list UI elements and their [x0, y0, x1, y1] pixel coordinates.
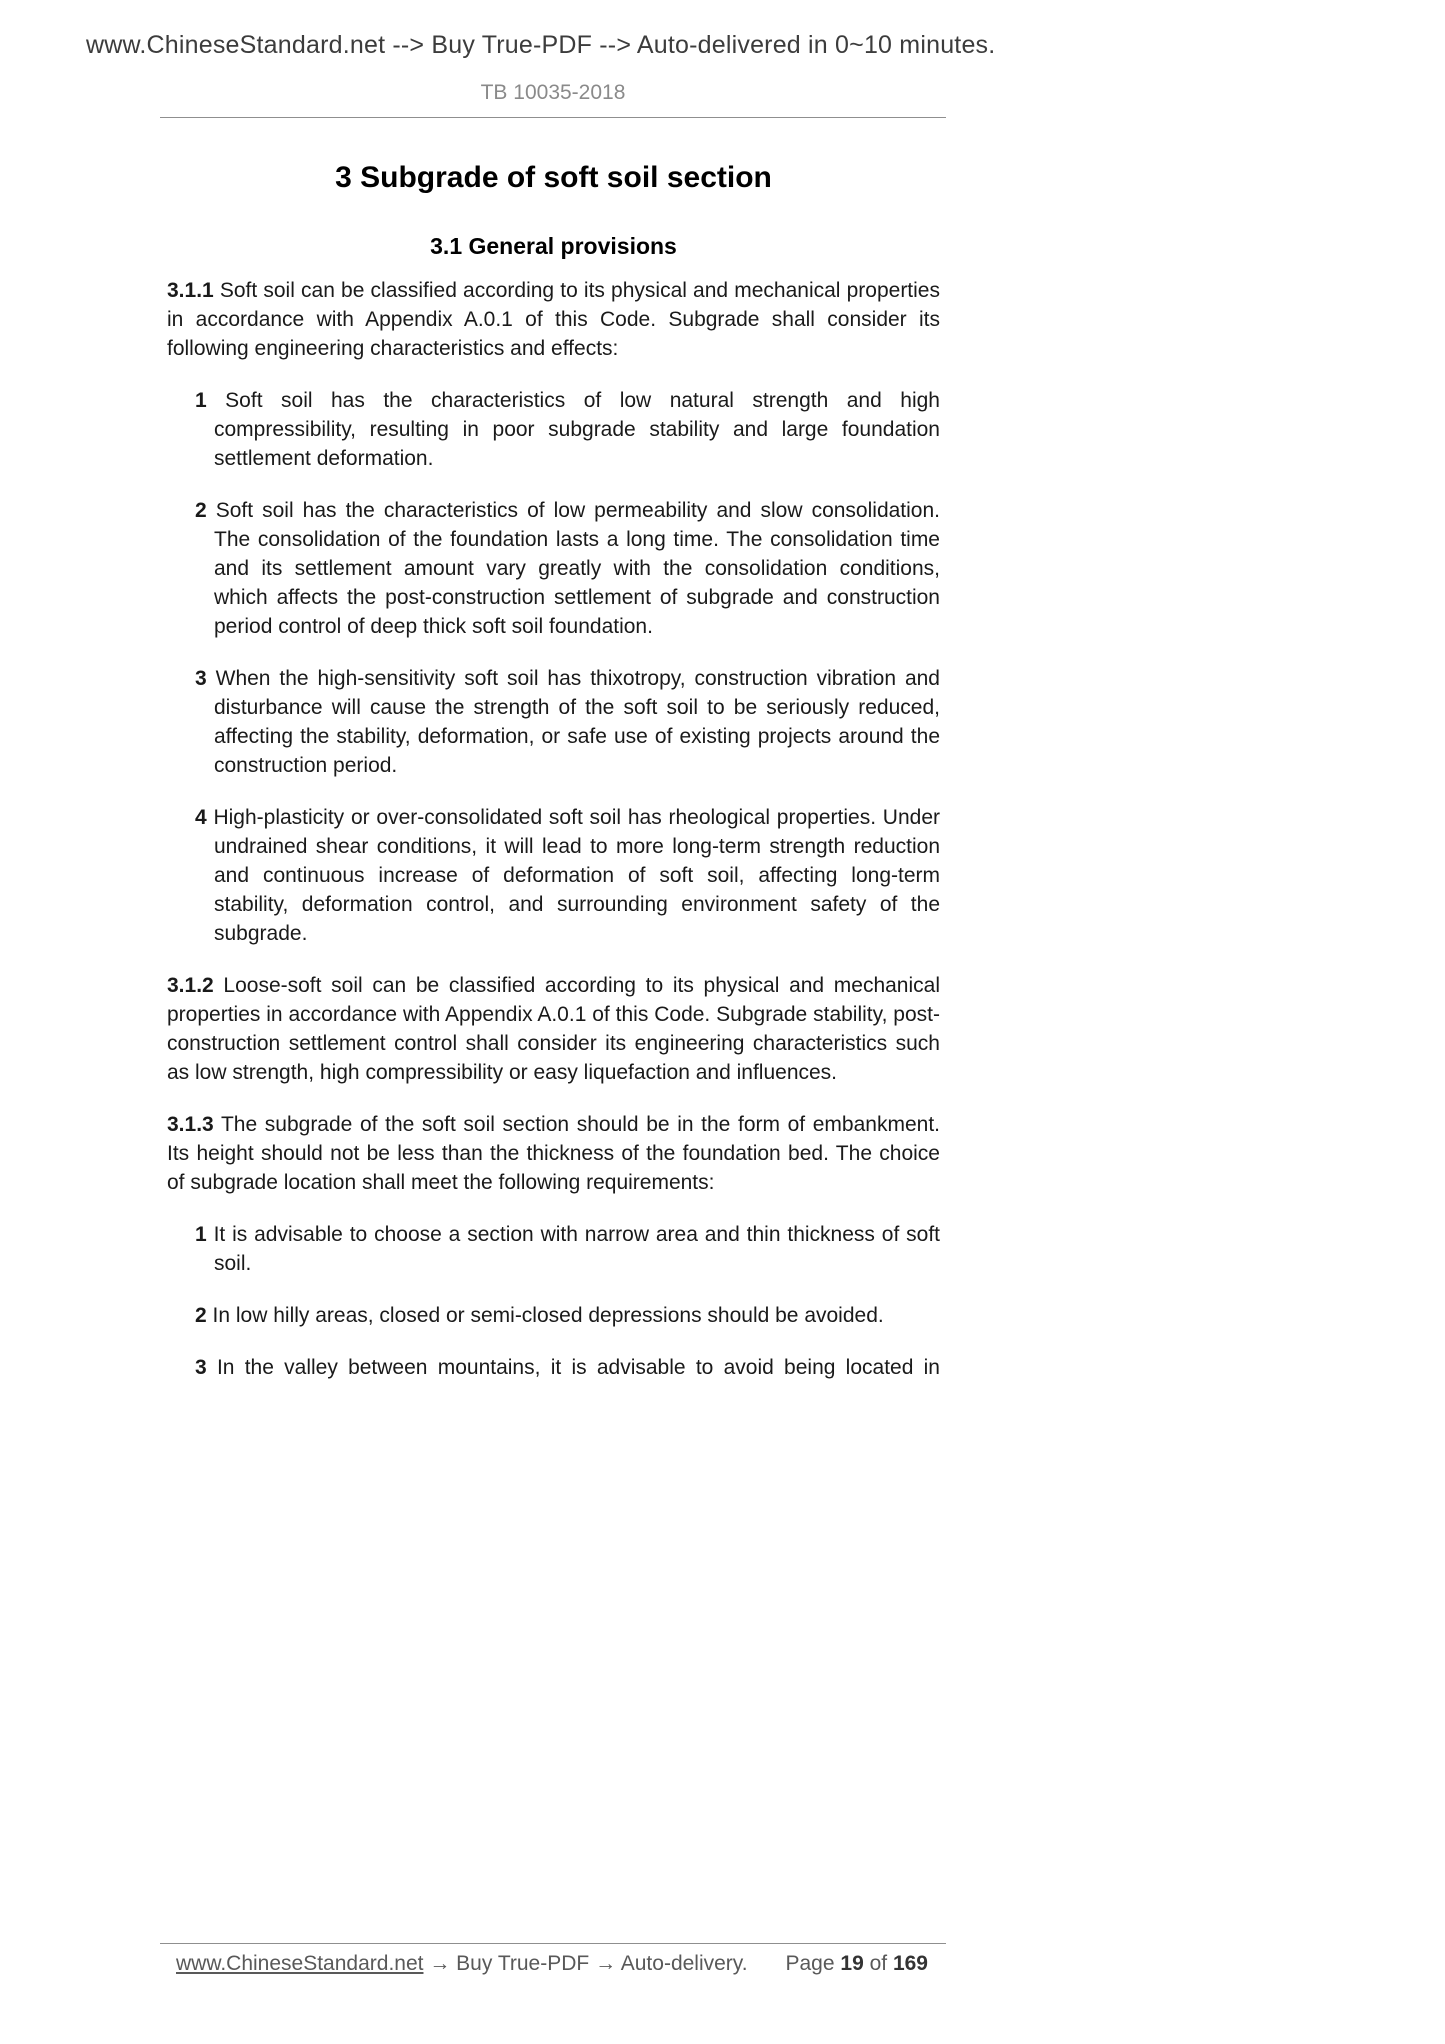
item-number: 2 — [195, 499, 207, 522]
footer-left — [176, 1952, 748, 1976]
clause-number: 3.1.3 — [167, 1113, 214, 1136]
footer-delivery-text: Auto-delivery. — [620, 1952, 748, 1975]
clause-3-1-1 — [167, 276, 940, 363]
item-number: 4 — [195, 806, 207, 829]
item-text: High-plasticity or over-consolidated soft soil has rheological properties. Under undrained shear conditions, it will lead to more long-term strength reduction and continuous increase of deformation of soft soil, affecting long-term stability, deformation control, and surrounding environment safety of the subgrade. — [213, 806, 940, 945]
footer-divider — [160, 1943, 946, 1944]
item-text: Soft soil has the characteristics of low permeability and slow consolidation. The consolidation of the foundation lasts a long time. The consolidation time and its settlement amount vary greatly with the consolidation conditions, which affects the post-construction settlement of subgrade and construction period control of deep thick soft soil foundation. — [214, 499, 940, 638]
list-item-1 — [167, 386, 940, 473]
item-number: 3 — [195, 667, 207, 690]
page-footer — [176, 1952, 928, 1976]
footer-arrow-1: → — [429, 1952, 451, 1975]
footer-buy-text: Buy True-PDF — [456, 1952, 590, 1975]
clause-text: Loose-soft soil can be classified according to its physical and mechanical properties in accordance with Appendix A.0.1 of this Code. Subgrade stability, post-construction settlement control shall consider its engineering characteristics such as low strength, high compressibility or easy liquefaction and influences. — [167, 974, 940, 1084]
item-text: Soft soil has the characteristics of low natural strength and high compressibility, resulting in poor subgrade stability and large foundation settlement deformation. — [214, 389, 940, 470]
clause-3-1-3 — [167, 1110, 940, 1197]
list-item-3b — [167, 1353, 940, 1382]
header-divider — [160, 117, 946, 118]
item-text: In low hilly areas, closed or semi-closed depressions should be avoided. — [212, 1304, 884, 1327]
list-item-2 — [167, 496, 940, 641]
clause-number: 3.1.1 — [167, 279, 214, 302]
item-text: When the high-sensitivity soft soil has thixotropy, construction vibration and disturbance will cause the strength of the soft soil to be seriously reduced, affecting the stability, deformation, or safe use of existing projects around the construction period. — [214, 667, 940, 777]
footer-page-word: Page — [785, 1952, 835, 1975]
page-content — [167, 160, 940, 1405]
footer-arrow-2: → — [595, 1952, 617, 1975]
list-item-2b — [167, 1301, 940, 1330]
item-number: 3 — [195, 1356, 207, 1379]
clause-text: Soft soil can be classified according to its physical and mechanical properties in accordance with Appendix A.0.1 of this Code. Subgrade shall consider its following engineering characteristics and effects: — [167, 279, 940, 360]
list-item-1b — [167, 1220, 940, 1278]
list-item-4 — [167, 803, 940, 948]
item-number: 1 — [195, 389, 207, 412]
list-item-3 — [167, 664, 940, 780]
footer-page-current: 19 — [840, 1952, 864, 1975]
chapter-title: 3 Subgrade of soft soil section — [335, 161, 772, 194]
clause-text: The subgrade of the soft soil section should be in the form of embankment. Its height should not be less than the thickness of the foundation bed. The choice of subgrade location shall meet the following requirements: — [167, 1113, 940, 1194]
doc-number: TB 10035-2018 — [480, 81, 626, 104]
item-number: 1 — [195, 1223, 207, 1246]
clause-3-1-2 — [167, 971, 940, 1087]
item-text: In the valley between mountains, it is advisable to avoid being located in — [216, 1356, 940, 1379]
footer-of-word: of — [869, 1952, 888, 1975]
clause-number: 3.1.2 — [167, 974, 214, 997]
footer-site-link[interactable]: www.ChineseStandard.net — [176, 1952, 424, 1975]
section-heading: 3.1 General provisions — [430, 233, 677, 259]
item-text: It is advisable to choose a section with narrow area and thin thickness of soft soil. — [213, 1223, 940, 1275]
footer-page-indicator — [786, 1952, 929, 1976]
footer-page-total: 169 — [892, 1952, 928, 1975]
header-banner: www.ChineseStandard.net --> Buy True-PDF --> Auto-delivered in 0~10 minutes. — [86, 31, 996, 59]
item-number: 2 — [195, 1304, 207, 1327]
